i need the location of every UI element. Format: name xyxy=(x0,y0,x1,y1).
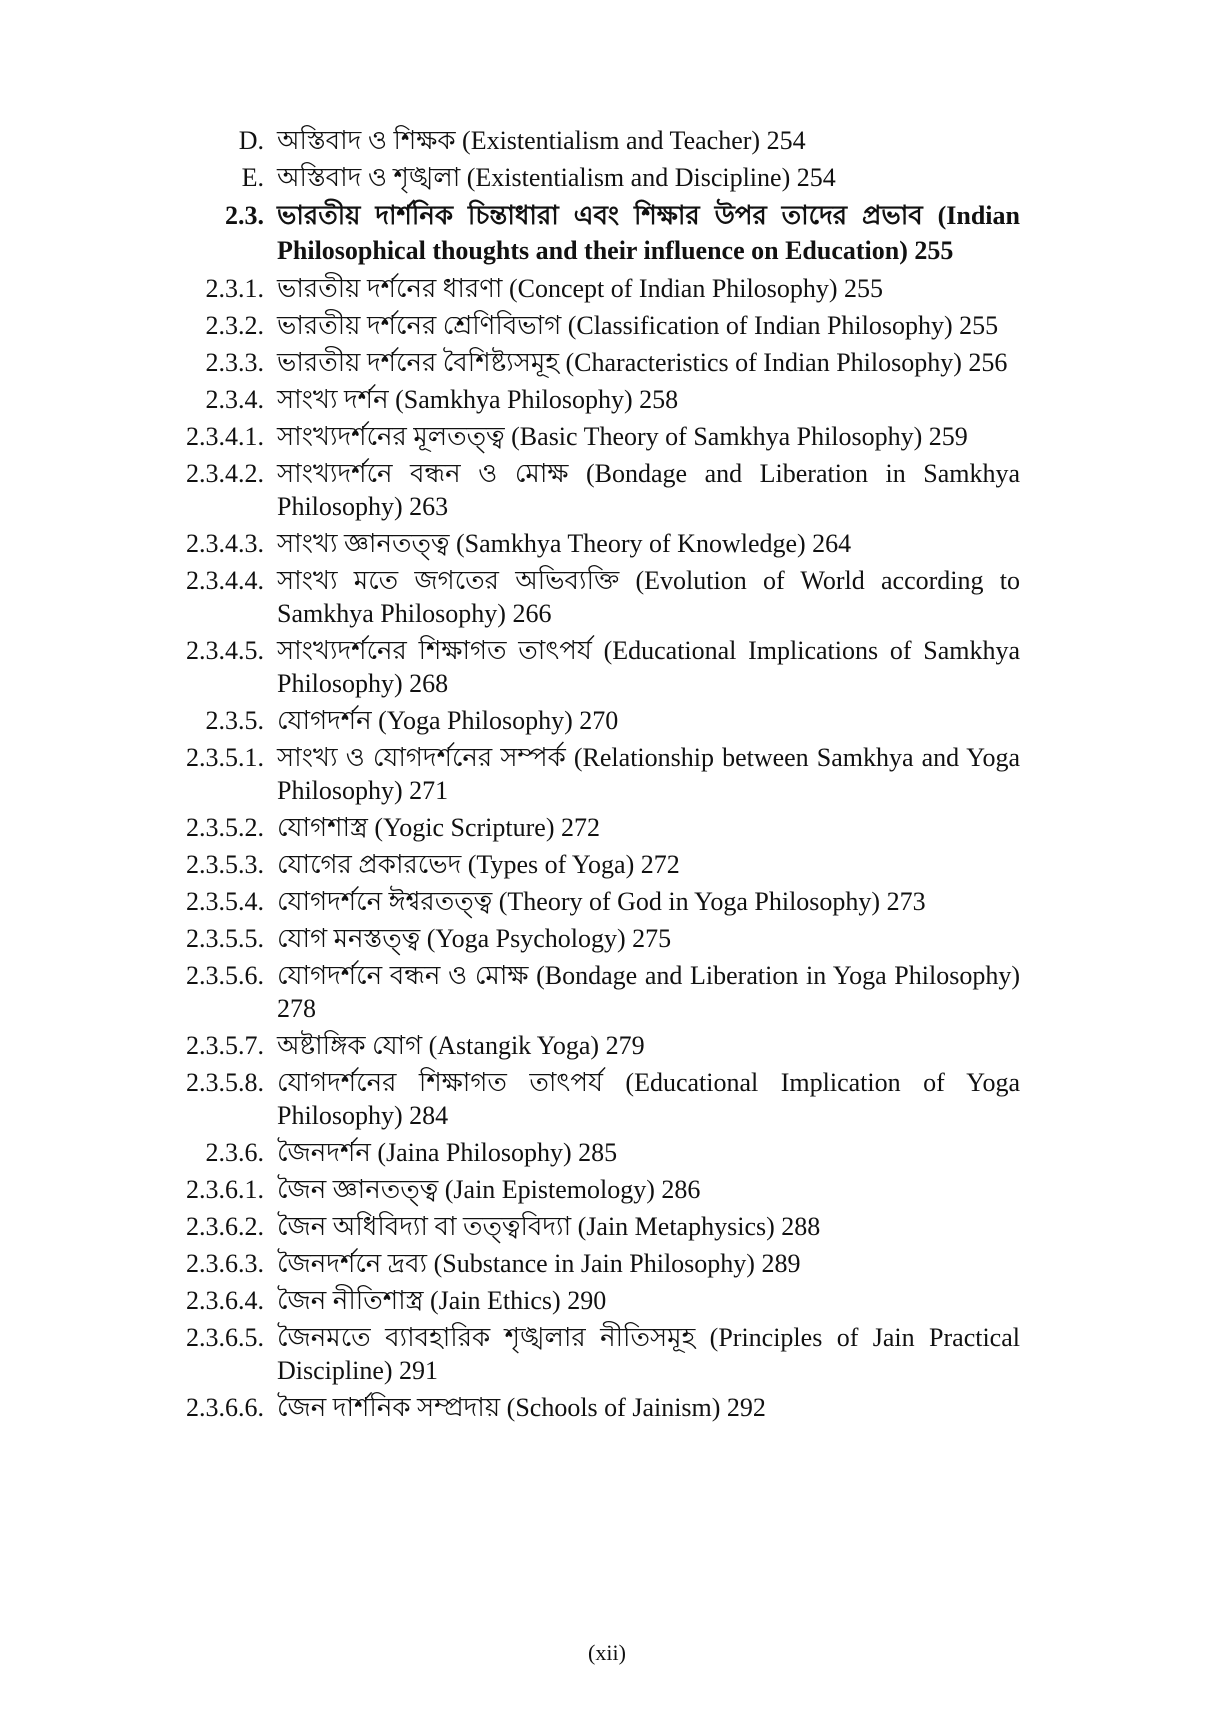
page-number: (xii) xyxy=(588,1640,626,1665)
toc-entry-number: 2.3.6.4. xyxy=(186,1286,264,1315)
toc-entry-number: 2.3.6. xyxy=(205,1138,264,1167)
toc-entry-number: 2.3.4.5. xyxy=(186,636,264,665)
toc-entry-title: যোগ মনস্তত্ত্ব (Yoga Psychology) 275 xyxy=(277,924,672,953)
toc-entry xyxy=(150,1066,1020,1132)
toc-entry-title: ভারতীয় দর্শনের ধারণা (Concept of Indian Philosophy) 255 xyxy=(277,274,884,303)
toc-entry xyxy=(150,741,1020,807)
toc-entry xyxy=(150,564,1020,630)
toc-entry xyxy=(150,527,1020,560)
toc-entry-number: 2.3.5. xyxy=(205,706,264,735)
toc-entry xyxy=(150,1321,1020,1387)
toc-entry xyxy=(150,309,1020,342)
toc-entry xyxy=(150,1029,1020,1062)
toc-entry-number: 2.3.5.2. xyxy=(186,813,264,842)
toc-entry-number: 2.3.4. xyxy=(205,385,264,414)
toc-entry-number: 2.3.1. xyxy=(205,274,264,303)
toc-entry-number: 2.3.4.3. xyxy=(186,529,264,558)
toc-entry xyxy=(150,1210,1020,1243)
toc-entry-number: 2.3.5.5. xyxy=(186,924,264,953)
toc-entry-number: D. xyxy=(238,126,264,155)
toc-entry-number: 2.3.5.6. xyxy=(186,961,264,990)
toc-entry xyxy=(150,272,1020,305)
toc-entry xyxy=(150,704,1020,737)
toc-entry-number: 2.3.4.2. xyxy=(186,459,264,488)
toc-entry-title: সাংখ্যদর্শনের শিক্ষাগত তাৎপর্য (Educational Implications of Samkhya Philosophy) 268 xyxy=(277,636,1020,698)
toc-entry-title: জৈনদর্শনে দ্রব্য (Substance in Jain Philosophy) 289 xyxy=(277,1249,801,1278)
toc-entry xyxy=(150,848,1020,881)
toc-entry-title: জৈনমতে ব্যাবহারিক শৃঙ্খলার নীতিসমূহ (Principles of Jain Practical Discipline) 291 xyxy=(277,1323,1020,1385)
toc-entry-title: জৈন অধিবিদ্যা বা তত্ত্ববিদ্যা (Jain Metaphysics) 288 xyxy=(277,1212,821,1241)
toc-entry-number: 2.3.5.7. xyxy=(186,1031,264,1060)
toc-entry xyxy=(150,1391,1020,1424)
toc-entry-title: জৈন দার্শনিক সম্প্রদায় (Schools of Jainism) 292 xyxy=(277,1393,766,1422)
toc-entry-title: ভারতীয় দর্শনের বৈশিষ্ট্যসমূহ (Characteristics of Indian Philosophy) 256 xyxy=(277,348,1008,377)
toc-entry-number: 2.3.6.2. xyxy=(186,1212,264,1241)
toc-entry-number: 2.3.6.3. xyxy=(186,1249,264,1278)
toc-section-heading-2-3 xyxy=(150,198,1020,268)
toc-entry-number: 2.3.6.1. xyxy=(186,1175,264,1204)
toc-entry xyxy=(150,383,1020,416)
toc-entry xyxy=(150,1284,1020,1317)
toc-entry-title: অস্তিবাদ ও শিক্ষক (Existentialism and Teacher) 254 xyxy=(277,126,806,155)
toc-entry-number: 2.3.5.3. xyxy=(186,850,264,879)
toc-entry xyxy=(150,1136,1020,1169)
toc-entry-title: ভারতীয় দর্শনের শ্রেণিবিভাগ (Classification of Indian Philosophy) 255 xyxy=(277,311,999,340)
toc-entry-title: জৈন নীতিশাস্ত্র (Jain Ethics) 290 xyxy=(277,1286,607,1315)
toc-entry-title: যোগদর্শনের শিক্ষাগত তাৎপর্য (Educational Implication of Yoga Philosophy) 284 xyxy=(277,1068,1020,1130)
toc-entry-title: যোগদর্শনে ঈশ্বরতত্ত্ব (Theory of God in Yoga Philosophy) 273 xyxy=(277,887,926,916)
toc-entry-number: 2.3.5.1. xyxy=(186,743,264,772)
toc-entry xyxy=(150,885,1020,918)
toc-entry-title: ভারতীয় দার্শনিক চিন্তাধারা এবং শিক্ষার উপর তাদের প্রভাব (Indian Philosophical thoughts and their influence on Education) 255 xyxy=(277,201,1020,265)
toc-entry xyxy=(150,420,1020,453)
toc-entry-number: 2.3.6.5. xyxy=(186,1323,264,1352)
toc-entry-title: সাংখ্য ও যোগদর্শনের সম্পর্ক (Relationship between Samkhya and Yoga Philosophy) 271 xyxy=(277,743,1020,805)
toc-entry-title: সাংখ্য মতে জগতের অভিব্যক্তি (Evolution of World according to Samkhya Philosophy) 266 xyxy=(277,566,1020,628)
toc-entry xyxy=(150,922,1020,955)
toc-entry-number: 2.3.4.4. xyxy=(186,566,264,595)
table-of-contents xyxy=(150,124,1020,1428)
toc-entry-title: যোগদর্শনে বন্ধন ও মোক্ষ (Bondage and Liberation in Yoga Philosophy) 278 xyxy=(277,961,1020,1023)
toc-entry-number: 2.3.5.4. xyxy=(186,887,264,916)
toc-entry xyxy=(150,457,1020,523)
toc-entry-number: 2.3.2. xyxy=(205,311,264,340)
toc-entry-number: 2.3. xyxy=(225,201,264,230)
toc-entry xyxy=(150,1173,1020,1206)
toc-entry-number: 2.3.4.1. xyxy=(186,422,264,451)
toc-entry-number: 2.3.5.8. xyxy=(186,1068,264,1097)
toc-entry-title: সাংখ্যদর্শনে বন্ধন ও মোক্ষ (Bondage and Liberation in Samkhya Philosophy) 263 xyxy=(277,459,1020,521)
toc-entry xyxy=(150,634,1020,700)
toc-entry-title: অস্তিবাদ ও শৃঙ্খলা (Existentialism and Discipline) 254 xyxy=(277,163,836,192)
toc-entry xyxy=(150,811,1020,844)
toc-entry-e xyxy=(150,161,1020,194)
toc-entry-title: সাংখ্য জ্ঞানতত্ত্ব (Samkhya Theory of Knowledge) 264 xyxy=(277,529,852,558)
toc-entry-title: সাংখ্য দর্শন (Samkhya Philosophy) 258 xyxy=(277,385,679,414)
toc-entry-title: জৈন জ্ঞানতত্ত্ব (Jain Epistemology) 286 xyxy=(277,1175,701,1204)
toc-entry-title: জৈনদর্শন (Jaina Philosophy) 285 xyxy=(277,1138,618,1167)
toc-entry-title: যোগদর্শন (Yoga Philosophy) 270 xyxy=(277,706,619,735)
toc-entry xyxy=(150,1247,1020,1280)
toc-entry-title: অষ্টাঙ্গিক যোগ (Astangik Yoga) 279 xyxy=(277,1031,645,1060)
toc-entry-number: E. xyxy=(241,163,264,192)
toc-entry-number: 2.3.6.6. xyxy=(186,1393,264,1422)
toc-entry-title: সাংখ্যদর্শনের মূলতত্ত্ব (Basic Theory of Samkhya Philosophy) 259 xyxy=(277,422,968,451)
toc-entry-title: যোগের প্রকারভেদ (Types of Yoga) 272 xyxy=(277,850,680,879)
toc-entry xyxy=(150,346,1020,379)
toc-entry-d xyxy=(150,124,1020,157)
toc-entry-number: 2.3.3. xyxy=(205,348,264,377)
toc-entry xyxy=(150,959,1020,1025)
toc-entry-title: যোগশাস্ত্র (Yogic Scripture) 272 xyxy=(277,813,600,842)
